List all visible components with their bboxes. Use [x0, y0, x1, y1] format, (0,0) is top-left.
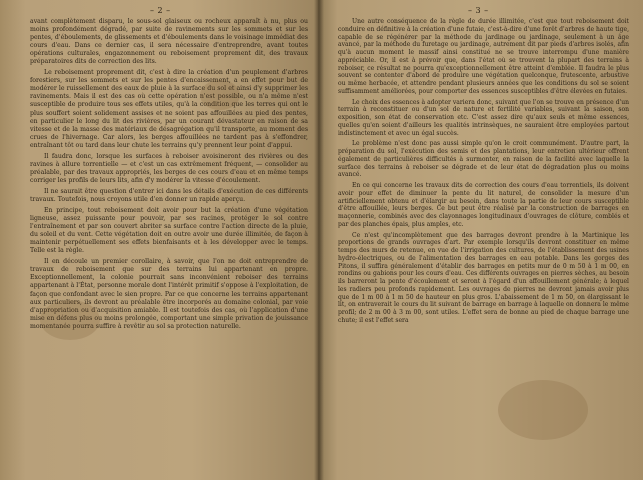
paragraph: Il ne saurait être question d'entrer ici dans les détails d'exécution de ces différents travaux. Toutefois, nous croyons utile d'en donner un rapide aperçu. [30, 187, 308, 203]
paragraph: Il en découle un premier corollaire, à savoir, que l'on ne doit entreprendre de travaux de reboisement que sur des terrains lui appartenant en propre. Exceptionnellement, la colonie pourrait sans inconvénient reboiser des terrains appartenant à l'État, personne morale dont l'intérêt primitif s'oppose à l'exploitation, de façon que confondant avec le sien propre. Par ce que concerne les terrains appartenant aux particuliers, ils devront au préalable être incorporés au domaine colonial, par voie d'appropriation ou d'acquisition amiable. Il est toutefois des cas, où l'application d'une mise en défens plus ou moins prolongée, comportant une simple privation de jouissance momentanée pourra suffire à revêtir au sol sa protection naturelle. [30, 258, 308, 330]
left-page [0, 0, 318, 480]
paragraph: En principe, tout reboisement doit avoir pour but la création d'une végétation ligneuse, assez puissante pour pouvoir, par ses racines, protéger le sol contre l'entraînement et par son couvert abriter sa surface contre l'action directe de la pluie, du soleil et du vent. Cette végétation doit en outre avoir une durée illimitée, de façon à maintenir perpétuellement ses effets bienfaisants et à les développer avec le temps. Telle est la règle. [30, 207, 308, 255]
paper-stain [498, 380, 588, 440]
paragraph: Le problème n'est donc pas aussi simple qu'on le croit communément. D'autre part, la préparation du sol, l'exécution des semis et des plantations, leur entretien ultérieur offrent également de particulières difficultés à surmonter, en raison de la facilité avec laquelle la surface des terrains à reboiser se dégrade et de leur état de dégradation plus ou moins avancé. [338, 140, 629, 179]
paragraph: avant complètement disparu, le sous-sol glaiseux ou rocheux apparaît à nu, plus ou moins profondément dégradé, par suite de ravinements sur les sommets et sur les pentes, d'éboulements, de glissements et d'éboulements dans le voisinage immédiat des cours d'eau. Dans ce dernier cas, il sera nécessaire d'entreprendre, avant toutes opérations culturales, engazonnement ou reboisement proprement dit, des travaux préparatoires dits de correction des lits. [30, 18, 308, 66]
page-number: – 2 – [150, 6, 171, 15]
paragraph: Ce n'est qu'incomplètement que des barrages devront prendre à la Martinique les proportions de grands ouvrages d'art. Par exemple lorsqu'ils devront constituer en même temps des murs de retenue, en vue de l'irrigation des cultures, de l'établissement des usines hydro-électriques, ou de l'alimentation des barrages en eau potable. Dans les gorges des Pitons, il suffira généralement d'établir des barrages en petits mur de 0 m 50 à 1 m 00, en rondins ou gabions pour les cours d'eau. Ces différents ouvrages en pierres sèches, au besoin ils barreront la pente d'écoulement et seront à l'égard d'un affouillement générale; à lequel les radiers peu profonds rapidement. Les ouvrages de pierres ne devront jamais avoir plus que de 1 m 00 à 1 m 50 de hauteur en plus gros. L'abaissement de 1 m 50, on élargissant le lit, on entraverait le cours du lit suivant de barrage en barrage à laquelle on donnera le même profil; de 2 m 00 à 3 m 00, sont utiles. L'effet sera de bonne au pied de chaque barrage une chute; il est l'effet sera [338, 231, 629, 324]
paragraph: En ce qui concerne les travaux dits de correction des cours d'eau torrentiels, ils doivent avoir pour effet de diminuer la pente du lit naturel, de consolider la mesure d'un artificiellement obtenu et d'élargir au besoin, dans toute la partie de leur cours susceptible d'être affouillée, leurs berges. Ce but peut être réalisé par la construction de barrages en maçonnerie, combinés avec des clayonnages longitudinaux d'ouvrages de clôture, comblés et par des planches épais, plus amples, etc. [338, 182, 629, 228]
book-gutter [314, 0, 324, 480]
paragraph: Le reboisement proprement dit, c'est à dire la création d'un peuplement d'arbres forestiers, sur les sommets et sur les pentes d'encaissement, a en effet pour but de modérer le ruissellement des eaux de pluie à la surface du sol et ainsi d'y supprimer les ravinements. Mais il est des cas où cette opération n'est possible, ou n'a même n'est susceptible de produire tous ses effets utiles, qu'à la condition que les terres qui ont le plus souffert soient solidement assises et ne soient pas affouillées au pied des pentes, en particulier le long du lit des rivières, par un courant dévastateur en raison de sa vitesse et de la masse des matériaux de désagrégation qu'il transporte, au moment des crues de l'hivernage. Car alors, les berges affouillées ne tardent pas à s'effondrer, entraînant tôt ou tard dans leur chute les terrains qu'y prennent leur point d'appui. [30, 69, 308, 149]
paper-stain [200, 80, 240, 110]
paragraph: Une autre conséquence de la règle de durée illimitée, c'est que tout reboisement doit conduire en définitive à la création d'une futaie, c'est-à-dire d'une forêt d'arbres de haute tige, capable de se régénérer par la méthode du jardinage ou jardinage, seulement à un âge avancé, par la méthode du furetage ou jardinage, autrement dit par pieds d'arbres isolés, afin qu'à aucun moment le massif ainsi constitué ne se trouve interrompu d'une manière appréciable. Or, il est à prévoir que, dans l'état où se trouvent la plupart des terrains à reboiser, ce résultat ne pourra qu'exceptionnellement être atteint d'emblée. Il faudra le plus souvent se contenter d'abord de produire une végétation quelconque, frutescente, arbustive ou même herbacée, et attendre pendant plusieurs années que les conditions du sol se soient suffisamment améliorées, pour comporter des essences susceptibles d'être élevées en futaies. [338, 18, 630, 95]
right-page [318, 0, 643, 480]
paper-stain [40, 300, 100, 340]
paragraph: Le choix des essences à adopter variera donc, suivant que l'on se trouve en présence d'un terrain à reconstituer ou d'un sol de nature et fertilité variables, suivant la saison, son exposition, son état de conservation etc. C'est assez dire qu'aux seuls et même essences, quelles qu'en soient d'ailleurs les qualités intrinsèques, ne sauraient être employées partout indistinctement et avec un égal succès. [338, 98, 629, 137]
page-number: – 3 – [468, 6, 489, 15]
paragraph: Il faudra donc, lorsque les surfaces à reboiser avoisineront des rivières ou des ravines à allure torrentielle — et c'est un cas extrêmement fréquent, — consolider au préalable, par des travaux appropriés, les berges de ces cours d'eau et en même temps corriger les profils de leurs lits, afin d'y modérer la vitesse d'écoulement. [30, 152, 308, 184]
